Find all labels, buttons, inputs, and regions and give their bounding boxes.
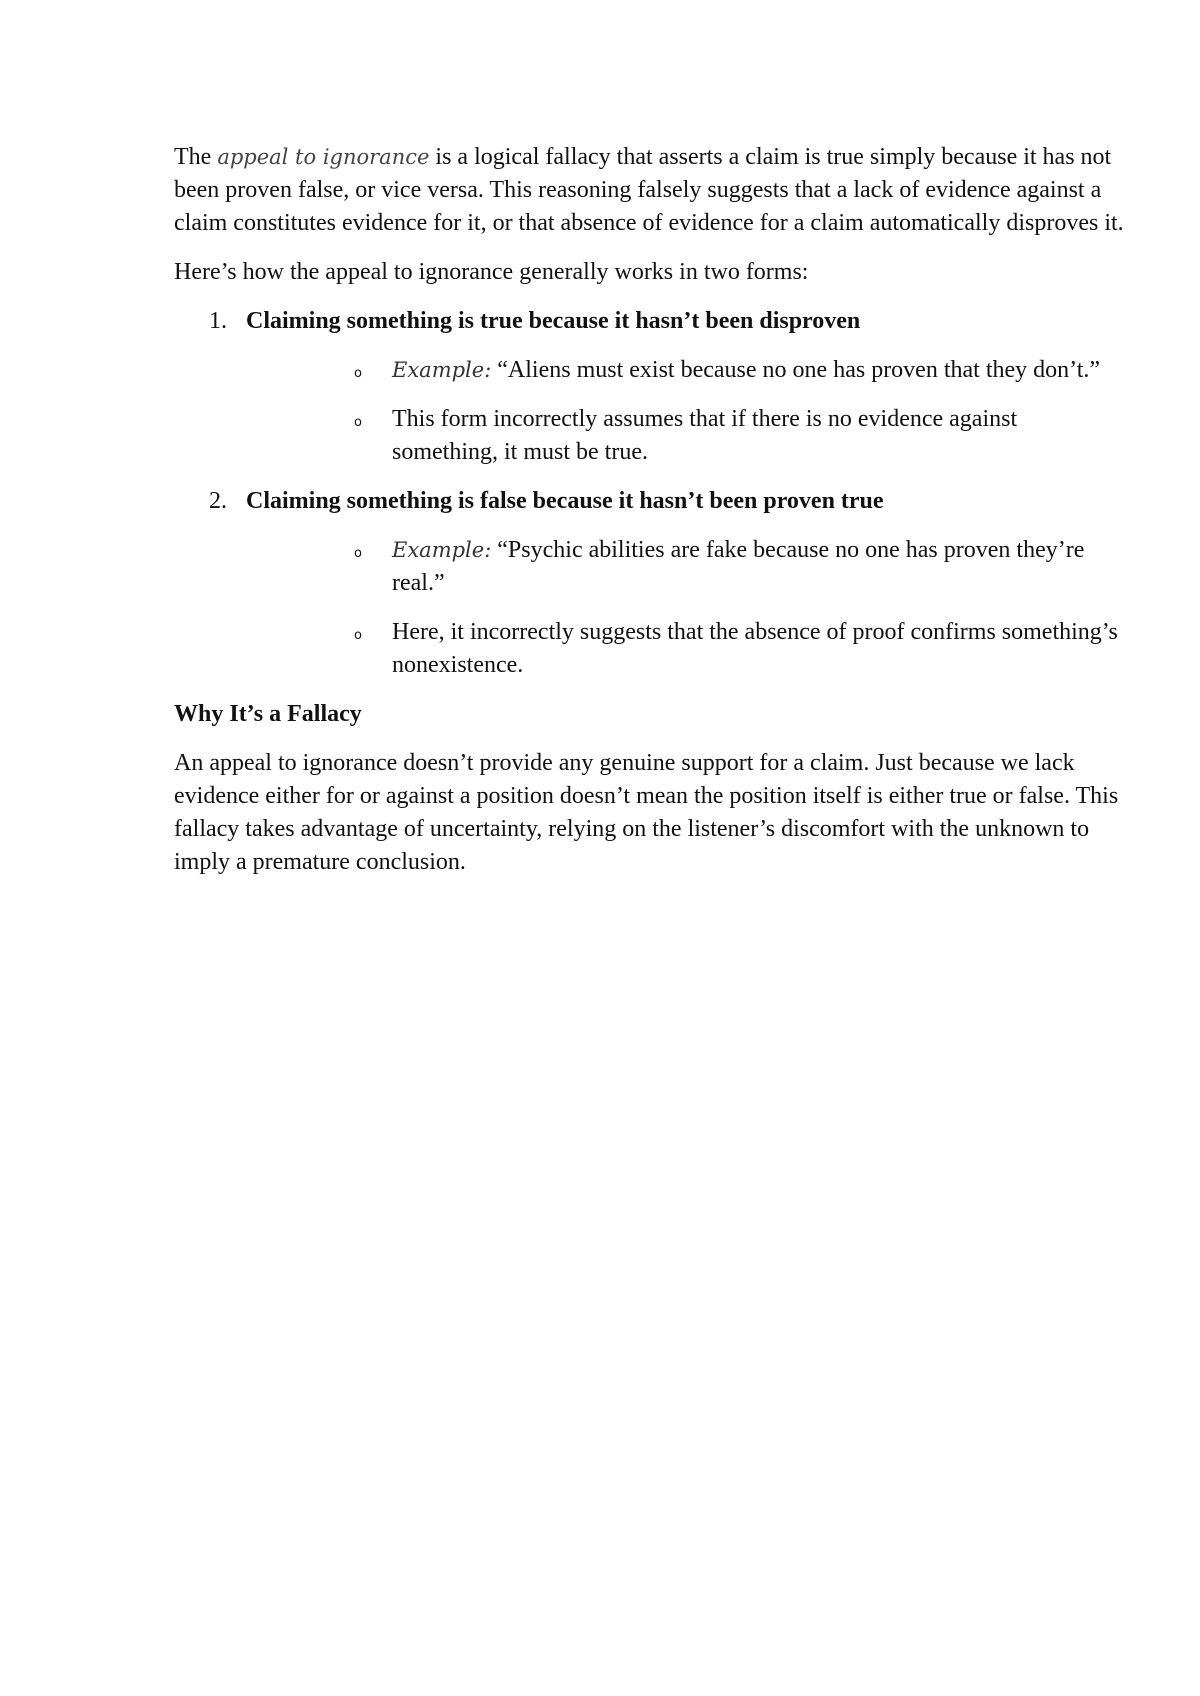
form-sub-list	[246, 354, 1124, 469]
example-text: “Psychic abilities are fake because no one has proven they’re real.”	[392, 537, 1085, 596]
form-item-2	[174, 485, 1124, 682]
bullet-icon: o	[354, 546, 362, 561]
explanation-text: This form incorrectly assumes that if there is no evidence against something, it must be true.	[392, 406, 1018, 465]
section-heading: Why It’s a Fallacy	[174, 701, 362, 727]
forms-intro: Here’s how the appeal to ignorance generally works in two forms:	[174, 259, 809, 285]
form-number: 2.	[209, 488, 227, 514]
intro-rest: is a logical fallacy that asserts a claim is true simply because it has not been proven false, or vice versa. This reasoning falsely suggests that a lack of evidence against a claim constitutes evidence for it, or that absence of evidence for a claim automatically disproves it.	[174, 144, 1124, 236]
example-label: Example:	[392, 358, 492, 382]
intro-term: appeal to ignorance	[217, 145, 430, 169]
form-number: 1.	[209, 308, 227, 334]
document-page	[174, 141, 1124, 895]
example-label: Example:	[392, 538, 492, 562]
example-text: “Aliens must exist because no one has proven that they don’t.”	[491, 357, 1101, 383]
intro-lead: The	[174, 144, 218, 170]
forms-list	[174, 305, 1124, 682]
form-heading: Claiming something is true because it hasn’t been disproven	[246, 308, 861, 334]
example-item	[246, 534, 1124, 600]
form-item-1	[174, 305, 1124, 469]
bullet-icon: o	[354, 415, 362, 430]
section-body: An appeal to ignorance doesn’t provide any genuine support for a claim. Just because we lack evidence either for or against a position doesn’t mean the position itself is either true or false. This fallacy takes advantage of uncertainty, relying on the listener’s discomfort with the unknown to imply a premature conclusion.	[174, 750, 1119, 875]
bullet-icon: o	[354, 366, 362, 381]
explanation-item	[246, 616, 1124, 682]
explanation-text: Here, it incorrectly suggests that the absence of proof confirms something’s nonexistence.	[392, 619, 1118, 678]
explanation-item	[246, 403, 1124, 469]
intro-paragraph	[174, 141, 1124, 240]
example-item	[246, 354, 1124, 387]
bullet-icon: o	[354, 628, 362, 643]
form-heading: Claiming something is false because it hasn’t been proven true	[246, 488, 884, 514]
form-sub-list	[246, 534, 1124, 682]
